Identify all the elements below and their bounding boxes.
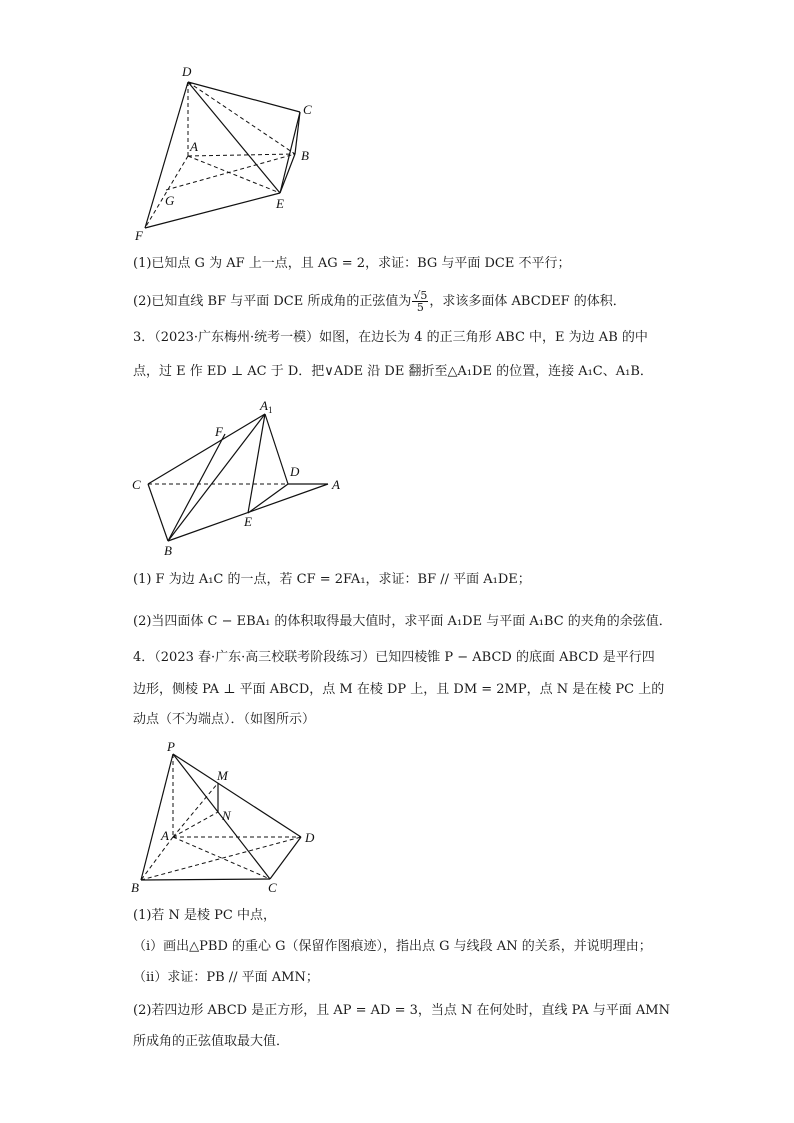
label-C: C xyxy=(303,102,312,117)
p2-q2-prefix: (2)已知直线 BF 与平面 DCE 所成角的正弦值为 xyxy=(133,294,412,309)
p4-statement-line-3: 动点（不为端点）．（如图所示） xyxy=(133,712,316,727)
label-A1-subscript: 1 xyxy=(267,405,273,415)
label-N: N xyxy=(222,808,231,823)
label-B: B xyxy=(164,543,172,558)
label-A1 xyxy=(259,398,272,415)
p2-question-1: (1)已知点 G 为 AF 上一点，且 AG = 2，求证：BG 与平面 DCE 不平行； xyxy=(133,256,571,271)
fraction-denominator: 5 xyxy=(416,301,424,314)
label-A: A xyxy=(161,828,169,843)
label-D: D xyxy=(290,464,300,479)
label-A: A xyxy=(332,477,340,492)
label-A1-letter: A xyxy=(260,398,268,413)
p3-statement-line-2: 点，过 E 作 ED ⊥ AC 于 D．把∨ADE 沿 DE 翻折至△A₁DE 的位置，连接 A₁C、A₁B． xyxy=(133,364,653,379)
label-F: F xyxy=(215,424,223,439)
p4-question-1: (1)若 N 是棱 PC 中点， xyxy=(133,908,277,923)
fraction-numerator: √5 xyxy=(413,289,428,302)
label-E: E xyxy=(276,196,284,211)
p2-question-2 xyxy=(133,290,693,313)
label-E: E xyxy=(244,514,252,529)
label-B: B xyxy=(301,148,309,163)
label-C: C xyxy=(268,880,277,895)
label-F: F xyxy=(135,228,143,243)
figure-folded-triangle xyxy=(128,396,358,561)
p3-question-1: (1) F 为边 A₁C 的一点，若 CF = 2FA₁，求证：BF // 平面 A₁DE； xyxy=(133,572,531,587)
p4-question-1-i: （i）画出△PBD 的重心 G（保留作图痕迹），指出点 G 与线段 AN 的关系，并说明理由； xyxy=(133,939,652,954)
p4-statement-line-2: 边形，侧棱 PA ⊥ 平面 ABCD，点 M 在棱 DP 上，且 DM = 2MP，点 N 是在棱 PC 上的 xyxy=(133,682,665,697)
p4-question-2-line-2: 所成角的正弦值取最大值． xyxy=(133,1034,290,1049)
label-B: B xyxy=(131,880,139,895)
label-M: M xyxy=(217,768,228,783)
label-A: A xyxy=(190,139,198,154)
label-C: C xyxy=(132,477,141,492)
figure-polyhedron xyxy=(130,60,330,245)
p4-question-2-line-1: (2)若四边形 ABCD 是正方形，且 AP = AD = 3，当点 N 在何处时，直线 PA 与平面 AMN xyxy=(133,1003,670,1018)
p2-q2-suffix: ，求该多面体 ABCDEF 的体积． xyxy=(429,294,626,309)
label-D: D xyxy=(305,830,315,845)
p3-question-2: (2)当四面体 C − EBA₁ 的体积取得最大值时，求平面 A₁DE 与平面 A₁BC 的夹角的余弦值． xyxy=(133,614,672,629)
label-D: D xyxy=(182,64,192,79)
label-G: G xyxy=(165,193,175,208)
p3-statement-line-1: 3．（2023·广东梅州·统考一模）如图，在边长为 4 的正三角形 ABC 中，E 为边 AB 的中 xyxy=(133,330,648,345)
fraction-sqrt5-over-5 xyxy=(412,290,428,313)
label-P: P xyxy=(167,739,175,754)
p4-statement-line-1: 4．（2023 春·广东·高三校联考阶段练习）已知四棱锥 P − ABCD 的底面 ABCD 是平行四 xyxy=(133,650,655,665)
p4-question-1-ii: （ii）求证：PB // 平面 AMN； xyxy=(133,970,319,985)
figure-pyramid xyxy=(128,740,328,895)
